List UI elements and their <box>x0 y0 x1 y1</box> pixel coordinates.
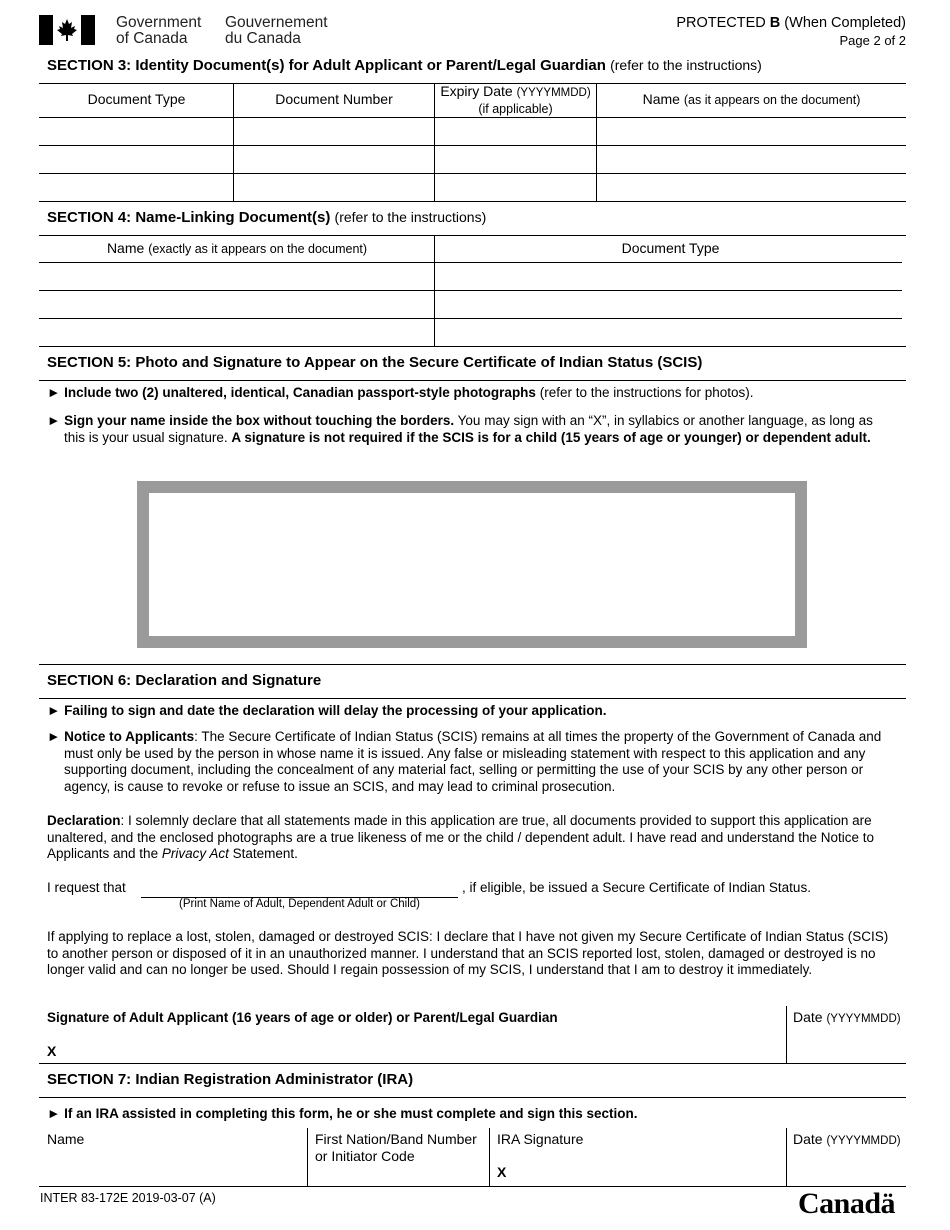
print-name-caption: (Print Name of Adult, Dependent Adult or Child) <box>179 898 420 910</box>
ira-band-input[interactable] <box>309 1166 487 1185</box>
s4-row3-name-input[interactable] <box>40 319 434 346</box>
government-of-canada-en: Government of Canada <box>116 14 202 47</box>
signature-box[interactable] <box>137 481 807 648</box>
s3-row1-document-number-input[interactable] <box>234 118 434 145</box>
request-suffix: , if eligible, be issued a Secure Certificate of Indian Status. <box>462 880 811 895</box>
col-document-type: Document Type <box>87 91 186 107</box>
section6-title: SECTION 6: Declaration and Signature <box>47 672 322 689</box>
s6-failing-warning: ► Failing to sign and date the declaration will delay the processing of your application. <box>47 703 607 718</box>
ira-date-label: Date (YYYYMMDD) <box>793 1131 901 1147</box>
s3-row2-document-type-input[interactable] <box>40 146 233 173</box>
s4-col-document-type: Document Type <box>621 240 720 256</box>
applicant-signature-label: Signature of Adult Applicant (16 years of age or older) or Parent/Legal Guardian <box>47 1010 558 1025</box>
applicant-signature-x: X <box>47 1043 57 1059</box>
section4-title: SECTION 4: Name-Linking Document(s) (refer to the instructions) <box>47 209 487 226</box>
s3-row3-document-type-input[interactable] <box>40 174 233 201</box>
s3-row2-document-number-input[interactable] <box>234 146 434 173</box>
applicant-signature-field[interactable] <box>64 1030 779 1062</box>
s3-row3-name-input[interactable] <box>597 174 906 201</box>
protected-label: PROTECTED B (When Completed) <box>676 15 906 31</box>
ira-signature-field[interactable] <box>514 1150 782 1184</box>
s3-row1-name-input[interactable] <box>597 118 906 145</box>
s3-row2-name-input[interactable] <box>597 146 906 173</box>
s6-replacement-declaration: If applying to replace a lost, stolen, damaged or destroyed SCIS: I declare that I have not given my Secure Certificate of Indian Status (SCIS) to another person or disposed of it in an unauthorized manner. I understand that an SCIS reported lost, stolen, damaged or destroyed is no longer valid and can no longer be used. Should I regain possession of my SCIS, I understand that I am to destroy it immediately. <box>47 929 889 977</box>
government-of-canada-fr: Gouvernement du Canada <box>225 14 328 47</box>
s4-row1-document-type-input[interactable] <box>435 263 901 290</box>
s4-row2-document-type-input[interactable] <box>435 291 901 318</box>
s3-row3-expiry-date-input[interactable] <box>435 174 596 201</box>
s4-row2-name-input[interactable] <box>40 291 434 318</box>
s6-notice-to-applicants: ► Notice to Applicants: The Secure Certificate of Indian Status (SCIS) remains at all times the property of the Government of Canada and must only be used by the person in whose name it is issued. Any false or misleading statement with respect to this application and any supporting document, including the concealment of any material fact, selling or permitting the use of your SCIS by any other person or agency, is cause to revoke or refuse to issue an SCIS, and may lead to criminal prosecution. <box>47 729 882 794</box>
col-expiry-date: Expiry Date (YYYYMMDD) (if applicable) <box>440 83 591 116</box>
canada-wordmark: Canadä <box>798 1187 896 1220</box>
s5-signature-instruction: ► Sign your name inside the box without touching the borders. You may sign with an “X”, in syllabics or another language, as long as this is your usual signature. A signature is not required if the SCIS is for a child (15 years of age or younger) or dependent adult. <box>47 413 873 445</box>
s7-ira-instruction: ► If an IRA assisted in completing this form, he or she must complete and sign this section. <box>47 1106 638 1121</box>
s3-row1-document-type-input[interactable] <box>40 118 233 145</box>
ira-name-label: Name <box>47 1131 85 1147</box>
ira-name-input[interactable] <box>40 1150 305 1184</box>
request-prefix: I request that <box>47 880 126 895</box>
applicant-date-input[interactable] <box>790 1028 904 1061</box>
col-name: Name (as it appears on the document) <box>642 91 861 107</box>
col-document-number: Document Number <box>275 91 393 107</box>
s4-row1-name-input[interactable] <box>40 263 434 290</box>
page-number: Page 2 of 2 <box>839 33 906 48</box>
ira-band-label: First Nation/Band Number or Initiator Code <box>315 1131 477 1164</box>
applicant-date-label: Date (YYYYMMDD) <box>793 1009 901 1025</box>
section7-title: SECTION 7: Indian Registration Administrator (IRA) <box>47 1071 414 1088</box>
s3-row2-expiry-date-input[interactable] <box>435 146 596 173</box>
ira-signature-x: X <box>497 1164 507 1180</box>
section5-title: SECTION 5: Photo and Signature to Appear on the Secure Certificate of Indian Status (SCIS) <box>47 354 703 371</box>
s6-declaration: Declaration: I solemnly declare that all statements made in this application are true, all documents provided to support this application are unaltered, and the enclosed photographs are a true likeness of me or the child / dependent adult. I have read and understand the Notice to Applicants and the Privacy Act Statement. <box>47 813 875 861</box>
ira-date-input[interactable] <box>790 1150 904 1184</box>
s3-row3-document-number-input[interactable] <box>234 174 434 201</box>
canada-flag-logo <box>39 15 95 45</box>
s4-row3-document-type-input[interactable] <box>435 319 901 346</box>
s3-row1-expiry-date-input[interactable] <box>435 118 596 145</box>
s4-col-name: Name (exactly as it appears on the document) <box>106 240 368 256</box>
print-name-input[interactable] <box>141 880 458 898</box>
ira-signature-label: IRA Signature <box>497 1131 584 1147</box>
s5-photo-instruction: ► Include two (2) unaltered, identical, Canadian passport-style photographs (refer to the instructions for photos). <box>47 385 754 400</box>
section3-title: SECTION 3: Identity Document(s) for Adult Applicant or Parent/Legal Guardian (refer to the instructions) <box>47 57 762 74</box>
form-id: INTER 83-172E 2019-03-07 (A) <box>40 1191 216 1205</box>
